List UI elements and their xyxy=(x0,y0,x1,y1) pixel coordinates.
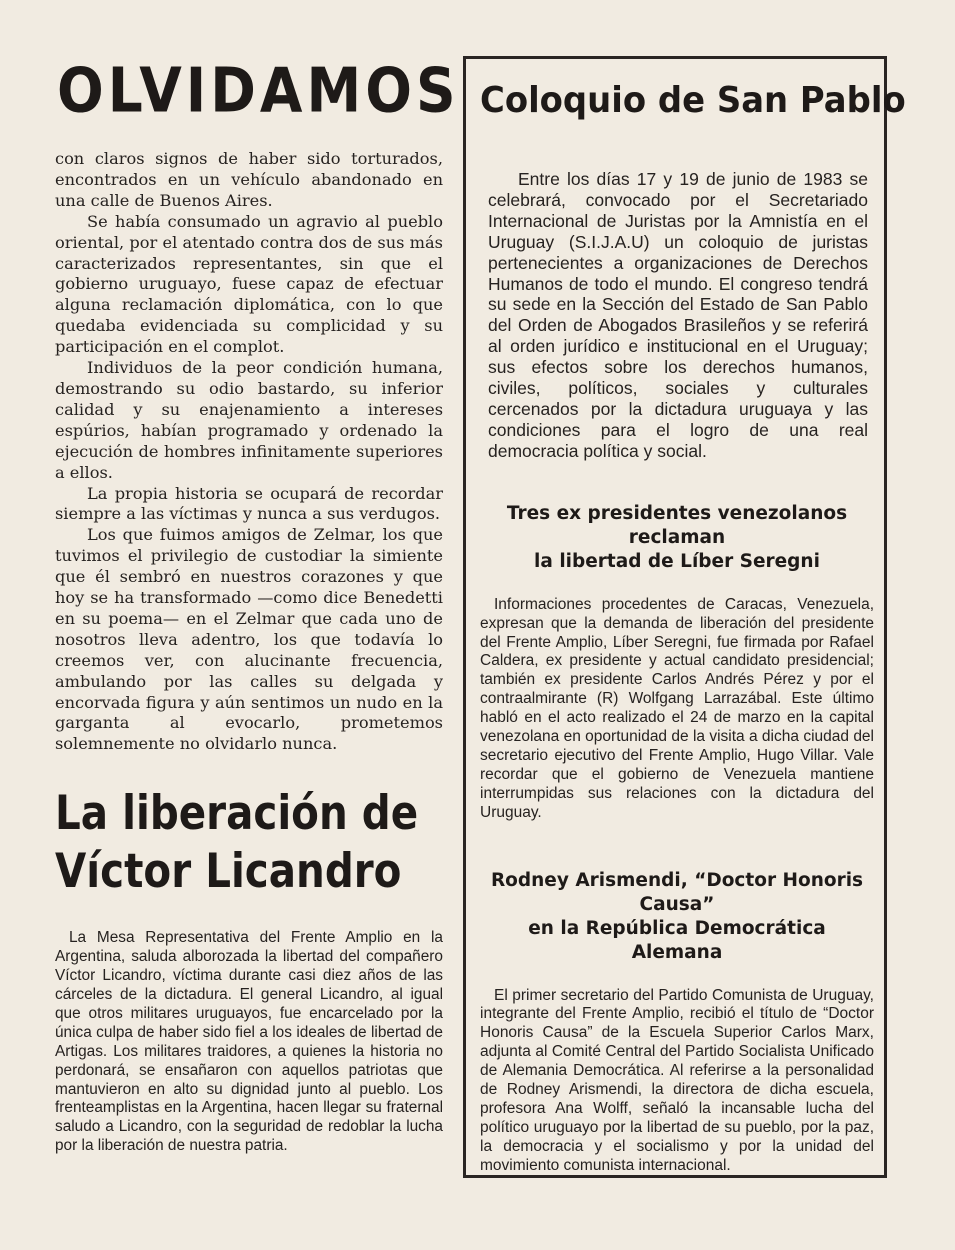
article-paragraph: El primer secretario del Partido Comunista de Uruguay, integrante del Frente Amplio, recibió el título de “Doctor Honoris Causa” de la Escuela Superior Carlos Marx, adjunta al Comité Central del Partido Socialista Unificado de Alemania Democrática. Al referirse a la personalidad de Rodney Arismendi, la directora de dicha escuela, profesora Ana Wolff, señaló la incansable lucha del político uruguayo por la libertad de su pueblo, por la paz, la democracia y el socialismo y por la unidad del movimiento comunista internacional. xyxy=(480,986,874,1174)
seregni-subheadline-line2: la libertad de Líber Seregni xyxy=(534,550,820,572)
san-pablo-headline: Coloquio de San Pablo xyxy=(480,80,906,121)
licandro-article xyxy=(55,929,443,1156)
arismendi-subheadline xyxy=(480,869,874,965)
licandro-headline-line2: Víctor Licandro xyxy=(55,844,402,900)
arismendi-article xyxy=(480,987,874,1176)
article-paragraph: Individuos de la peor condición humana, demostrando su odio bastardo, su inferior calidad y su enajenamiento a intereses espúrios, habían programado y ordenado la ejecución de hombres infinitamente superiores a ellos. xyxy=(55,358,443,482)
article-paragraph: Entre los días 17 y 19 de junio de 1983 se celebrará, convocado por el Secretariado Internacional de Juristas por la Amnistía en el Uruguay (S.I.J.A.U) un coloquio de juristas pertenecientes a organizaciones de Derechos Humanos de todo el mundo. El congreso tendrá su sede en la Sección del Estado de San Pablo del Orden de Abogados Brasileños y se referirá al orden jurídico e institucional en el Uruguay; sus efectos sobre los derechos humanos, civiles, políticos, sociales y culturales cercenados por la dictadura uruguaya y las condiciones para el logro de una real democracia política y social. xyxy=(488,169,868,461)
seregni-article xyxy=(480,596,874,823)
arismendi-subheadline-line1: Rodney Arismendi, “Doctor Honoris Causa” xyxy=(490,869,864,915)
article-paragraph: con claros signos de haber sido torturados, encontrados en un vehículo abandonado en una calle de Buenos Aires. xyxy=(55,149,443,210)
licandro-headline xyxy=(55,785,419,901)
arismendi-subheadline-line2: en la República Democrática Alemana xyxy=(528,917,826,963)
article-paragraph: La Mesa Representativa del Frente Amplio en la Argentina, saluda alborozada la libertad del compañero Víctor Licandro, víctima durante casi diez años de las cárceles de la dictadura. El general Licandro, al igual que otros militares uruguayos, fue encarcelado por la única culpa de haber sido fiel a los ideales de libertad de Artigas. Los militares traidores, a quienes la historia no perdonará, se ensañaron con aquellos patriotas que mantuvieron en alto su dignidad junto al pueblo. Los frenteamplistas en la Argentina, hacen llegar su fraternal saludo a Licandro, con la seguridad de redoblar la lucha por la liberación de nuestra patria. xyxy=(55,929,443,1155)
article-paragraph: Informaciones procedentes de Caracas, Venezuela, expresan que la demanda de liberación del presidente del Frente Amplio, Líber Seregni, fue firmada por Rafael Caldera, ex presidente y actual candidato presidencial; también ex presidente Carlos Andrés Pérez y por el contraalmirante (R) Wolfgang Larrazábal. Este último habló en el acto realizado el 24 de marzo en la capital venezolana en oportunidad de la visita a dicha ciudad del secretario ejecutivo del Frente Amplio, Hugo Villar. Vale recordar que el gobierno de Venezuela mantiene interrumpidas sus relaciones con la dictadura del Uruguay. xyxy=(480,595,874,821)
article-paragraph: Los que fuimos amigos de Zelmar, los que tuvimos el privilegio de custodiar la simiente que él sembró en nuestros corazones y que hoy se ha transformado —como dice Benedetti en su poema— en el Zelmar que cada uno de nosotros lleva adentro, los que todavía lo creemos ver, con alucinante frecuencia, ambulando por las calles su delgada y encorvada figura y aún sentimos un nudo en la garganta al evocarlo, prometemos solemnemente no olvidarlo nunca. xyxy=(55,525,443,754)
article-paragraph: La propia historia se ocupará de recordar siempre a las víctimas y nunca a sus verdugos. xyxy=(55,483,443,524)
seregni-subheadline-line1: Tres ex presidentes venezolanos reclaman xyxy=(506,502,848,548)
licandro-headline-line1: La liberación de xyxy=(55,786,419,842)
olvidamos-headline: OLVIDAMOS xyxy=(57,54,460,127)
san-pablo-article xyxy=(488,169,868,462)
zelmar-article xyxy=(55,149,443,755)
seregni-subheadline xyxy=(480,502,874,574)
left-column xyxy=(55,54,460,1156)
right-boxed-column xyxy=(463,56,906,1178)
article-paragraph: Se había consumado un agravio al pueblo oriental, por el atentado contra dos de sus más caracterizados representantes, sin que el gobierno uruguayo, fuese capaz de efectuar alguna reclamación diplomática, con lo que quedaba evidenciada su complicidad y su participación en el complot. xyxy=(55,211,443,357)
